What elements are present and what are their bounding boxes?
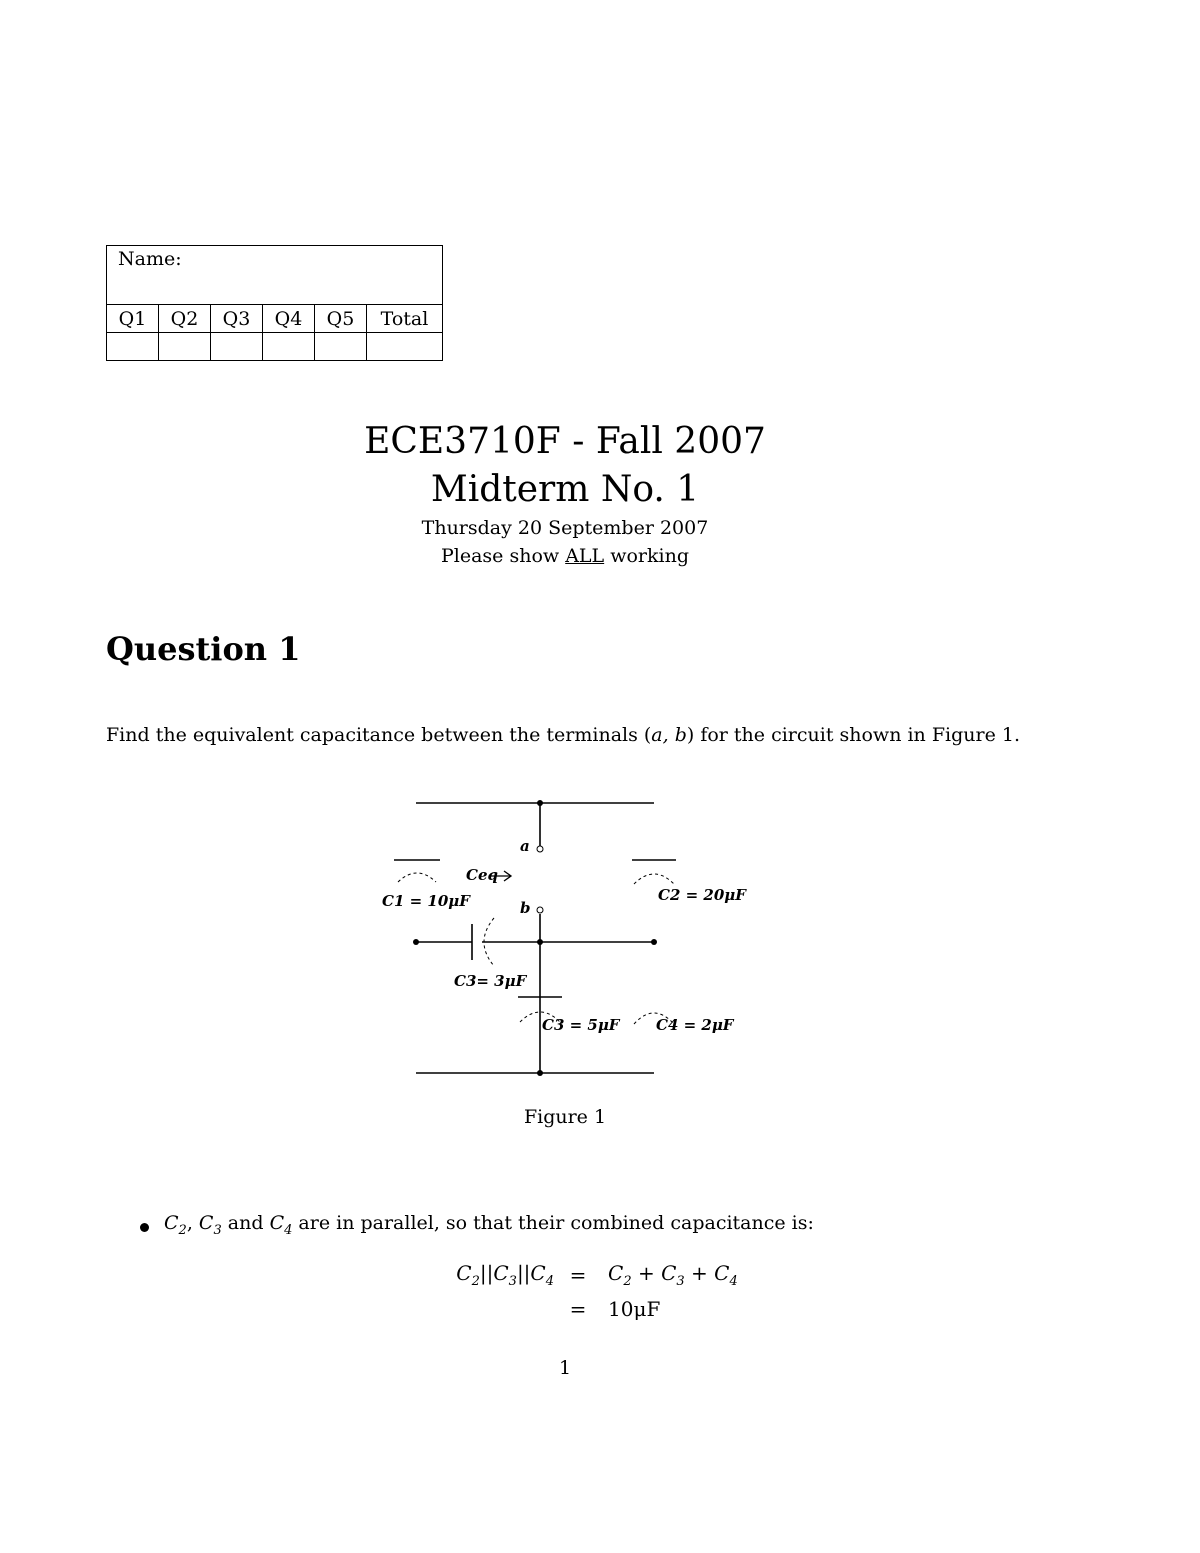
prompt-suffix: ) for the circuit shown in Figure 1. xyxy=(686,724,1020,746)
score-table xyxy=(106,245,443,361)
prompt-prefix: Find the equivalent capacitance between the terminals ( xyxy=(106,724,652,746)
exam-date: Thursday 20 September 2007 xyxy=(421,517,709,539)
equation-block xyxy=(440,1258,738,1326)
eq-lhs: $C_2||C_3||C_4$ xyxy=(456,1261,554,1289)
header-total: Total xyxy=(367,305,443,333)
c1-curved-plate xyxy=(398,873,436,882)
prompt-terminals: a, b xyxy=(651,724,687,746)
header-q5: Q5 xyxy=(315,305,367,333)
eq-op-1: = xyxy=(569,1263,587,1287)
course-title: ECE3710F - Fall 2007 xyxy=(364,421,766,462)
mid-junction-dot xyxy=(537,939,543,945)
instruction-line xyxy=(0,542,1130,570)
question-heading: Question 1 xyxy=(106,630,301,668)
label-b: b xyxy=(520,899,531,917)
mid-left-dot xyxy=(413,939,419,945)
score-cell-q1[interactable] xyxy=(107,333,159,361)
bullet-c2: $C_2$ xyxy=(164,1212,187,1238)
instruction-prefix: Please show xyxy=(441,545,566,567)
bottom-junction-dot xyxy=(537,1070,543,1076)
score-cell-q3[interactable] xyxy=(211,333,263,361)
terminal-a-node xyxy=(537,846,543,852)
label-c2: C2 = 20μF xyxy=(658,886,746,904)
label-c1: C1 = 10μF xyxy=(382,892,470,910)
instruction-emphasis: ALL xyxy=(565,545,605,567)
bullet-sep2: and xyxy=(221,1212,270,1234)
label-c4: C3 = 5μF xyxy=(542,1016,620,1034)
mid-right-dot xyxy=(651,939,657,945)
score-cell-total[interactable] xyxy=(367,333,443,361)
bullet-suffix: are in parallel, so that their combined capacitance is: xyxy=(292,1212,814,1234)
eq-rhs-1: $C_2 + C_3 + C_4$ xyxy=(608,1261,738,1289)
header-q2: Q2 xyxy=(159,305,211,333)
score-cell-q2[interactable] xyxy=(159,333,211,361)
figure-caption: Figure 1 xyxy=(523,1106,607,1128)
label-ceq: Ceq xyxy=(466,866,498,884)
score-cell-q4[interactable] xyxy=(263,333,315,361)
exam-title: Midterm No. 1 xyxy=(430,469,700,510)
title-block xyxy=(0,418,1130,570)
label-c5: C4 = 2μF xyxy=(656,1016,734,1034)
name-field[interactable] xyxy=(107,246,443,305)
label-a: a xyxy=(520,837,530,855)
bullet-c4: $C_4$ xyxy=(269,1212,293,1238)
eq-rhs-2: 10μF xyxy=(608,1297,661,1321)
page-number: 1 xyxy=(558,1357,572,1379)
bullet-sep1: , xyxy=(186,1212,199,1234)
eq-op-2: = xyxy=(569,1297,587,1321)
c2-curved-plate xyxy=(634,874,674,884)
bullet-c3: $C_3$ xyxy=(198,1212,222,1238)
score-cell-q5[interactable] xyxy=(315,333,367,361)
circuit-figure xyxy=(370,790,770,1090)
solution-bullet xyxy=(138,1212,814,1238)
header-q1: Q1 xyxy=(107,305,159,333)
label-c3: C3= 3μF xyxy=(454,972,527,990)
terminal-b-node xyxy=(537,907,543,913)
name-label: Name: xyxy=(118,248,182,270)
header-q4: Q4 xyxy=(263,305,315,333)
top-junction-dot xyxy=(537,800,543,806)
header-q3: Q3 xyxy=(211,305,263,333)
instruction-suffix: working xyxy=(604,545,689,567)
question-prompt xyxy=(106,724,1020,746)
